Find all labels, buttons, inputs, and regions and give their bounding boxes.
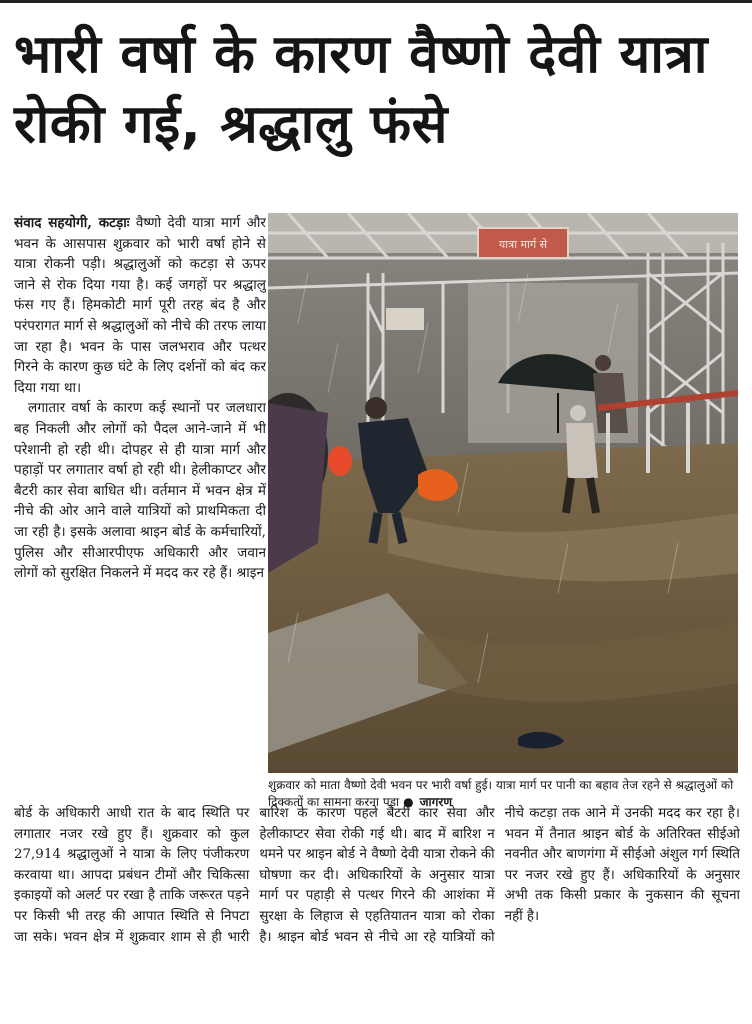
caption-bullet-icon: ● xyxy=(403,794,414,809)
second-paragraph: लगातार वर्षा के कारण कई स्थानों पर जलधारा बह निकली और लोगों को पैदल आने-जाने में भी परेशानी हो रही थी। दोपहर से ही यात्रा मार्ग और पहाड़ों पर लगातार वर्षा हो रही थी। हेलीकाप्टर और बैटरी कार सेवा बाधित थी। वर्तमान में भवन क्षेत्र में नीचे की ओर आने वाले यात्रियों को प्राथमिकता दी जा रही है। इसके अलावा श्राइन बोर्ड के कर्मचारियों, पुलिस और सीआरपीएफ अधिकारी और जवान लोगों को सुरक्षित निकलने में मदद कर रहे हैं। श्राइन xyxy=(14,400,266,582)
byline: संवाद सहयोगी, कटड़ाः xyxy=(14,215,130,231)
headline: भारी वर्षा के कारण वैष्णो देवी यात्रा रोकी गई, श्रद्धालु फंसे xyxy=(14,24,708,155)
top-rule xyxy=(0,0,752,3)
photo-sign-text: यात्रा मार्ग से xyxy=(498,238,548,251)
article-column-left xyxy=(14,213,266,803)
article-continuation xyxy=(14,804,740,1016)
photo-credit: जागरण xyxy=(419,794,453,809)
lead-paragraph xyxy=(14,213,266,398)
continuation-text: बोर्ड के अधिकारी आधी रात के बाद स्थिति पर लगातार नजर रखे हुए हैं। शुक्रवार को कुल 27,914 श्रद्धालुओं ने यात्रा के लिए पंजीकरण करवाया था। आपदा प्रबंधन टीमों और चिकित्सा इकाइयों को अलर्ट पर रखा है ताकि जरूरत पड़ने पर किसी भी तरह की आपात स्थिति से निपटा जा सके। भवन क्षेत्र में शुक्रवार शाम से ही भारी बारिश के कारण पहले बैटरी कार सेवा और हेलीकाप्टर सेवा रोकी गई थी। बाद में बारिश न थमने पर श्राइन बोर्ड ने वैष्णो देवी यात्रा रोकने की घोषणा कर दी। अधिकारियों के अनुसार यात्रा मार्ग पर पहाड़ी से पत्थर गिरने की आशंका में सुरक्षा के लिहाज से एहतियातन यात्रा को रोका है। श्राइन बोर्ड भवन से नीचे आ रहे यात्रियों को नीचे कटड़ा तक आने में उनकी मदद कर रहा है। भवन में तैनात श्राइन बोर्ड के अतिरिक्त सीईओ नवनीत और बाणगंगा में सीईओ अंशुल गर्ग स्थिति पर नजर रखे हुए हैं। अधिकारियों के अनुसार अभी तक किसी प्रकार के नुकसान की सूचना नहीं है। xyxy=(14,806,740,945)
caption-text: शुक्रवार को माता वैष्णो देवी भवन पर भारी वर्षा हुई। यात्रा मार्ग पर पानी का बहाव तेज रहने से श्रद्धालुओं को दिक्कतों का सामना करना पड़ा xyxy=(268,778,734,809)
lead-text: वैष्णो देवी यात्रा मार्ग और भवन के आसपास शुक्रवार को भारी वर्षा होने से यात्रा रोकनी पड़ी। श्रद्धालुओं को कटड़ा से ऊपर जाने से रोक दिया गया है। कई जगहों पर श्रद्धालु फंस गए हैं। हिमकोटी मार्ग पूरी तरह बंद है और परंपरागत मार्ग से श्रद्धालुओं को नीचे की तरफ लाया जा रहा है। भवन के पास जलभराव और पत्थर गिरने के कारण कुछ घंटे के लिए दर्शनों को बंद कर दिया गया था। xyxy=(14,215,266,396)
news-photo xyxy=(268,213,738,773)
